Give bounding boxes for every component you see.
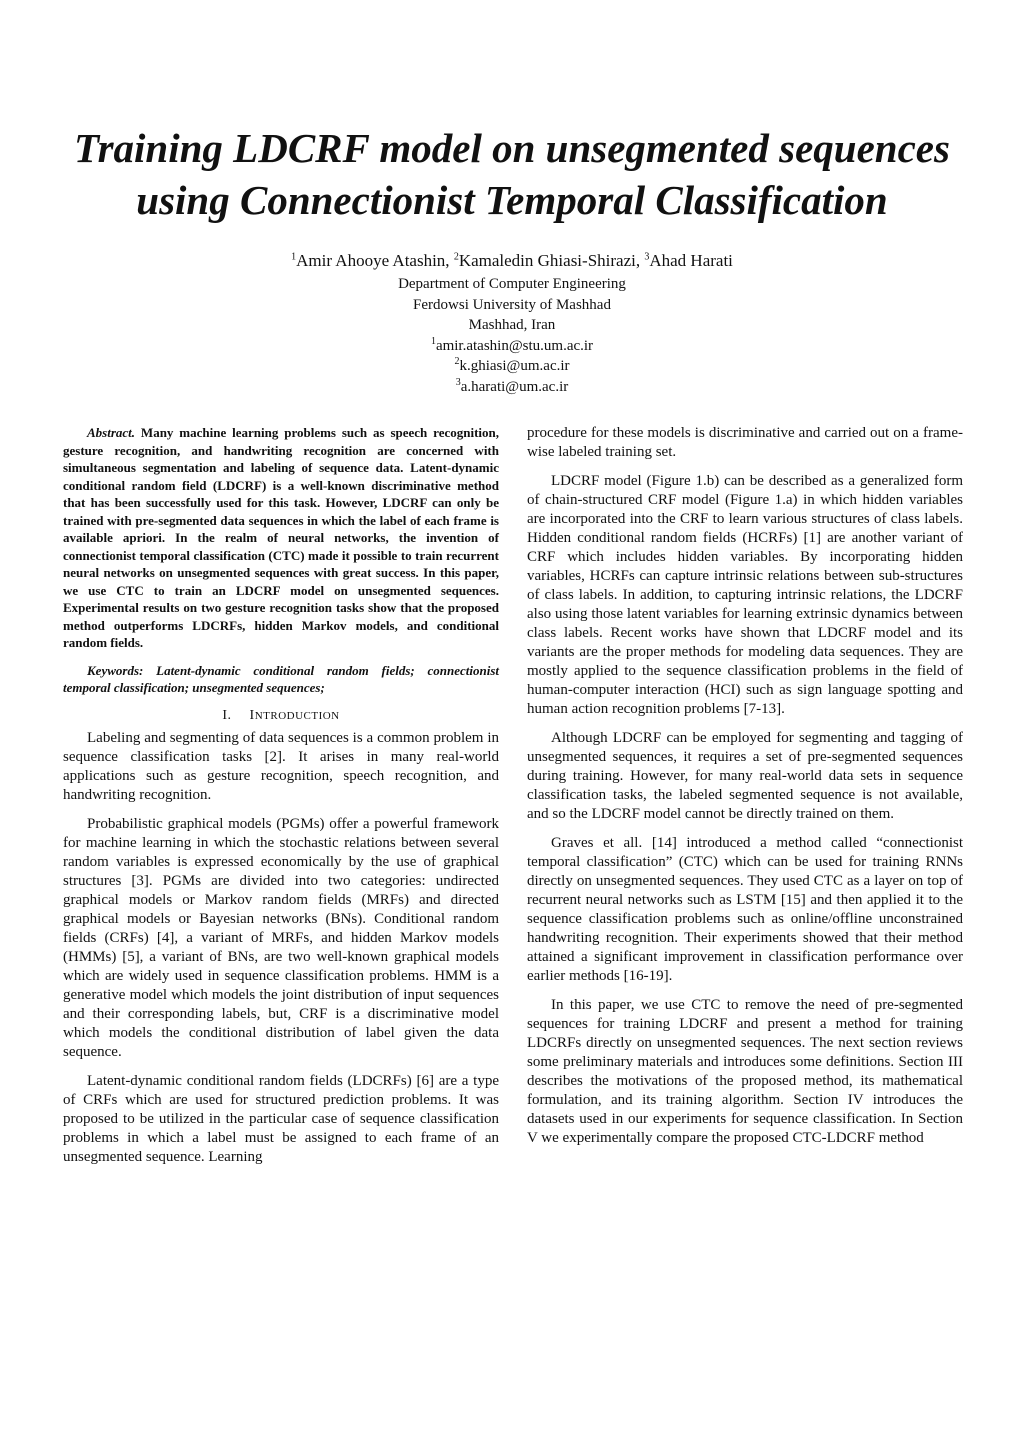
affiliation-block: [212, 274, 812, 397]
paragraph: Although LDCRF can be employed for segmenting and tagging of unsegmented sequences, it requires a set of pre-segmented sequences during training. However, for many real-world data sets in sequence classification tasks, the labeled segmented sequence is not available, and so the LDCRF model cannot be directly trained on them.: [527, 730, 963, 822]
left-column: [63, 424, 499, 1177]
author-1-index: 1: [291, 251, 297, 263]
right-column: [527, 424, 963, 1158]
paragraph: Graves et all. [14] introduced a method called “connectionist temporal classification” (CTC) which can be used for training RNNs directly on unsegmented sequences. They used CTC as a layer on top of recurrent neural networks such as LSTM [15] and then applied it to the sequence classification problems such as online/offline unconstrained handwriting recognition. Their experiments showed that their method attained a significant improvement in classification performance over earlier methods [16-19].: [527, 835, 963, 984]
author-2-index: 2: [453, 251, 459, 263]
author-3-email: [212, 377, 812, 398]
email-1-address: amir.atashin@stu.um.ac.ir: [435, 337, 594, 354]
keywords: [63, 662, 499, 697]
email-2-index: 2: [454, 356, 460, 367]
affiliation-city: Mashhad, Iran: [468, 317, 556, 333]
paragraph: In this paper, we use CTC to remove the need of pre-segmented sequences for training LDCRF and present a method for training LDCRFs directly on unsegmented sequences. The next section reviews some preliminary materials and introduces some definitions. Section III describes the motivations of the proposed method, its mathematical formulation, and its training algorithm. Section IV introduces the datasets used in our experiments for sequence classification. In Section V we experimentally compare the proposed CTC-LDCRF method: [527, 997, 963, 1146]
paragraph: Probabilistic graphical models (PGMs) offer a powerful framework for machine learning in which the stochastic relations between several random variables is expressed economically by the use of graphical structures [3]. PGMs are divided into two categories: undirected graphical models or Markov random fields (MRFs) and directed graphical models or Bayesian networks (BNs). Conditional random fields (CRFs) [4], a variant of MRFs, and hidden Markov models (HMMs) [5], a variant of BNs, are two well-known graphical models which are widely used in sequence classification problems. HMM is a generative model which models the joint distribution of input sequences and their corresponding labels, but, CRF is a discriminative model which models the conditional distribution of label given the data sequence.: [63, 815, 499, 1060]
paper-title-line-1: Training LDCRF model on unsegmented sequences: [74, 125, 950, 171]
paragraph: LDCRF model (Figure 1.b) can be described as a generalized form of chain-structured CRF model (Figure 1.a) in which hidden variables are incorporated into the CRF to learn various structures of class labels. Hidden conditional random fields (HCRFs) [1] are another variant of CRF which includes hidden variables. By incorporating hidden variables, HCRFs can capture intrinsic relations between sub-structures of class labels. In addition, to capturing intrinsic relations, the LDCRF also using those latent variables for learning extrinsic dynamics between class labels. Recent works have shown that LDCRF model and its variants are the proper methods for modeling data sequences. They are mostly applied to the sequence classification problems in the field of human-computer interaction (HCI) such as sign language spotting and human action recognition problems [7-13].: [527, 473, 963, 717]
author-3-name: Ahad Harati: [649, 251, 733, 270]
section-heading-introduction: [63, 707, 499, 725]
keywords-text: Latent-dynamic conditional random fields; connectionist temporal classification; unsegmented sequences;: [63, 662, 499, 695]
affiliation-university: Ferdowsi University of Mashhad: [413, 296, 611, 313]
section-number: I.: [222, 707, 232, 723]
paper-title-line-2: using Connectionist Temporal Classification: [136, 177, 888, 223]
keywords-label: Keywords:: [87, 662, 144, 678]
author-1-email: [212, 336, 812, 357]
abstract-label: Abstract.: [87, 425, 136, 440]
section-title-initial: I: [249, 707, 255, 723]
paragraph: Latent-dynamic conditional random fields (LDCRFs) [6] are a type of CRFs which are used for structured prediction problems. It was proposed to be utilized in the particular case of sequence classification problems in which a label must be assigned to each frame of an unsegmented sequence. Learning: [63, 1072, 499, 1165]
paragraph: procedure for these models is discriminative and carried out on a frame-wise labeled training set.: [527, 425, 963, 460]
author-2-name: Kamaledin Ghiasi-Shirazi,: [458, 251, 641, 270]
author-2-email: [212, 356, 812, 377]
author-1-name: Amir Ahooye Atashin,: [296, 251, 450, 270]
email-2-address: k.ghiasi@um.ac.ir: [459, 358, 570, 374]
author-3-index: 3: [644, 251, 650, 263]
email-3-address: a.harati@um.ac.ir: [460, 378, 569, 395]
paper-title: [40, 122, 984, 226]
email-1-index: 1: [430, 335, 436, 347]
abstract: [63, 424, 499, 652]
email-3-index: 3: [455, 376, 461, 388]
abstract-text: Many machine learning problems such as speech recognition, gesture recognition, and handwriting recognition are concerned with simultaneous segmentation and labeling of sequence data. Latent-dynamic conditional random field (LDCRF) is a well-known discriminative method that has been successfully used for this task. However, LDCRF can only be trained with pre-segmented data sequences in which the label of each frame is available apriori. In the realm of neural networks, the invention of connectionist temporal classification (CTC) made it possible to train recurrent neural networks on unsegmented sequences with great success. In this paper, we use CTC to train an LDCRF model on unsegmented sequences. Experimental results on two gesture recognition tasks show that the proposed method outperforms LDCRFs, hidden Markov models, and conditional random fields.: [63, 425, 499, 650]
paragraph: Labeling and segmenting of data sequences is a common problem in sequence classification tasks [2]. It arises in many real-world applications such as gesture recognition, speech recognition, and handwriting recognition.: [63, 729, 499, 803]
author-list: [112, 250, 912, 272]
affiliation-department: Department of Computer Engineering: [398, 276, 626, 292]
section-title-rest: NTRODUCTION: [254, 709, 340, 722]
